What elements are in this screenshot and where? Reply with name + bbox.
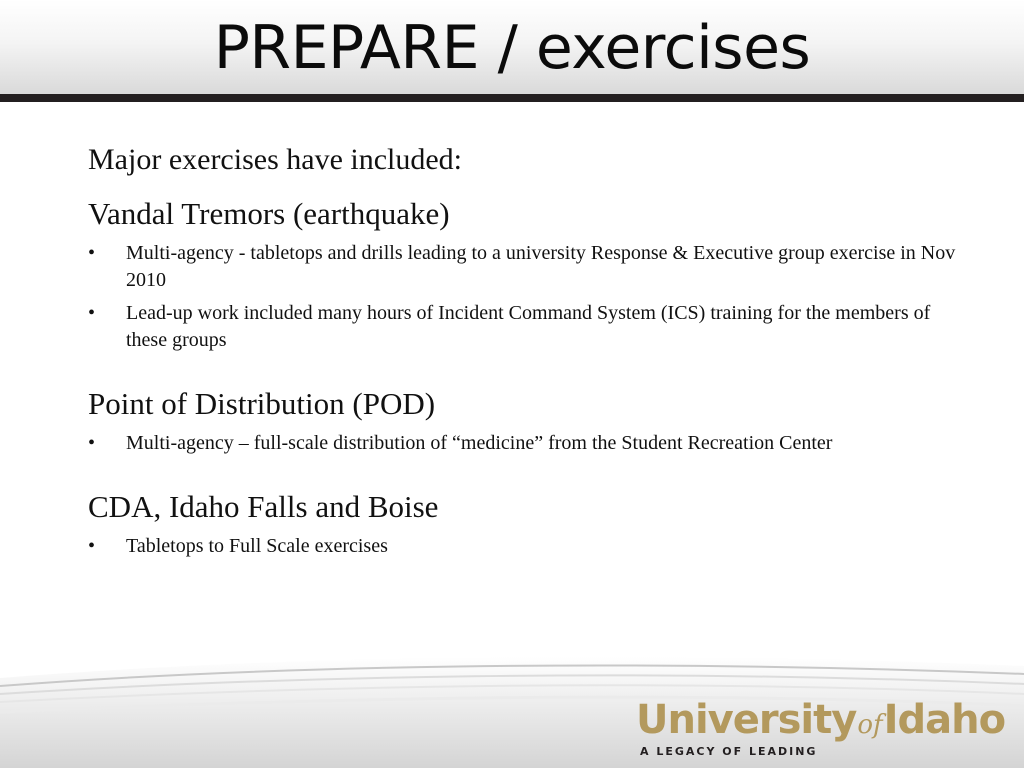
bullet-list: [88, 430, 958, 457]
bullet-item: [88, 430, 958, 457]
bullet-icon: •: [88, 302, 96, 324]
bullet-text: Multi-agency – full-scale distribution of “medicine” from the Student Recreation Center: [126, 432, 833, 454]
bullet-item: [88, 240, 958, 294]
section-heading: Point of Distribution (POD): [88, 386, 436, 421]
section-vandal-tremors: [88, 194, 958, 354]
university-of-idaho-logo: [636, 697, 1006, 760]
bullet-icon: •: [88, 535, 96, 557]
section-point-of-distribution: [88, 384, 958, 457]
title-divider: [0, 94, 1024, 102]
bullet-list: [88, 533, 958, 560]
bullet-text: Multi-agency - tabletops and drills leading to a university Response & Executive group exercise in Nov 2010: [126, 242, 956, 291]
logo-tagline: A LEGACY OF LEADING: [640, 745, 818, 758]
logo-word-of: of: [857, 710, 883, 740]
section-heading: CDA, Idaho Falls and Boise: [88, 489, 439, 524]
slide-body: [88, 140, 958, 590]
slide-title: PREPARE / exercises: [213, 13, 811, 83]
bullet-item: [88, 300, 958, 354]
logo-word-idaho: Idaho: [883, 697, 1006, 743]
bullet-text: Lead-up work included many hours of Incident Command System (ICS) training for the members of these groups: [126, 302, 931, 351]
section-heading: Vandal Tremors (earthquake): [88, 196, 450, 231]
bullet-item: [88, 533, 958, 560]
bullet-icon: •: [88, 432, 96, 454]
logo-word-university: University: [636, 697, 857, 743]
intro-text: Major exercises have included:: [88, 143, 463, 176]
bullet-list: [88, 240, 958, 354]
logo-wordmark: [636, 697, 1006, 747]
bullet-text: Tabletops to Full Scale exercises: [126, 535, 388, 557]
bullet-icon: •: [88, 242, 96, 264]
section-cda-idaho-falls-boise: [88, 487, 958, 560]
